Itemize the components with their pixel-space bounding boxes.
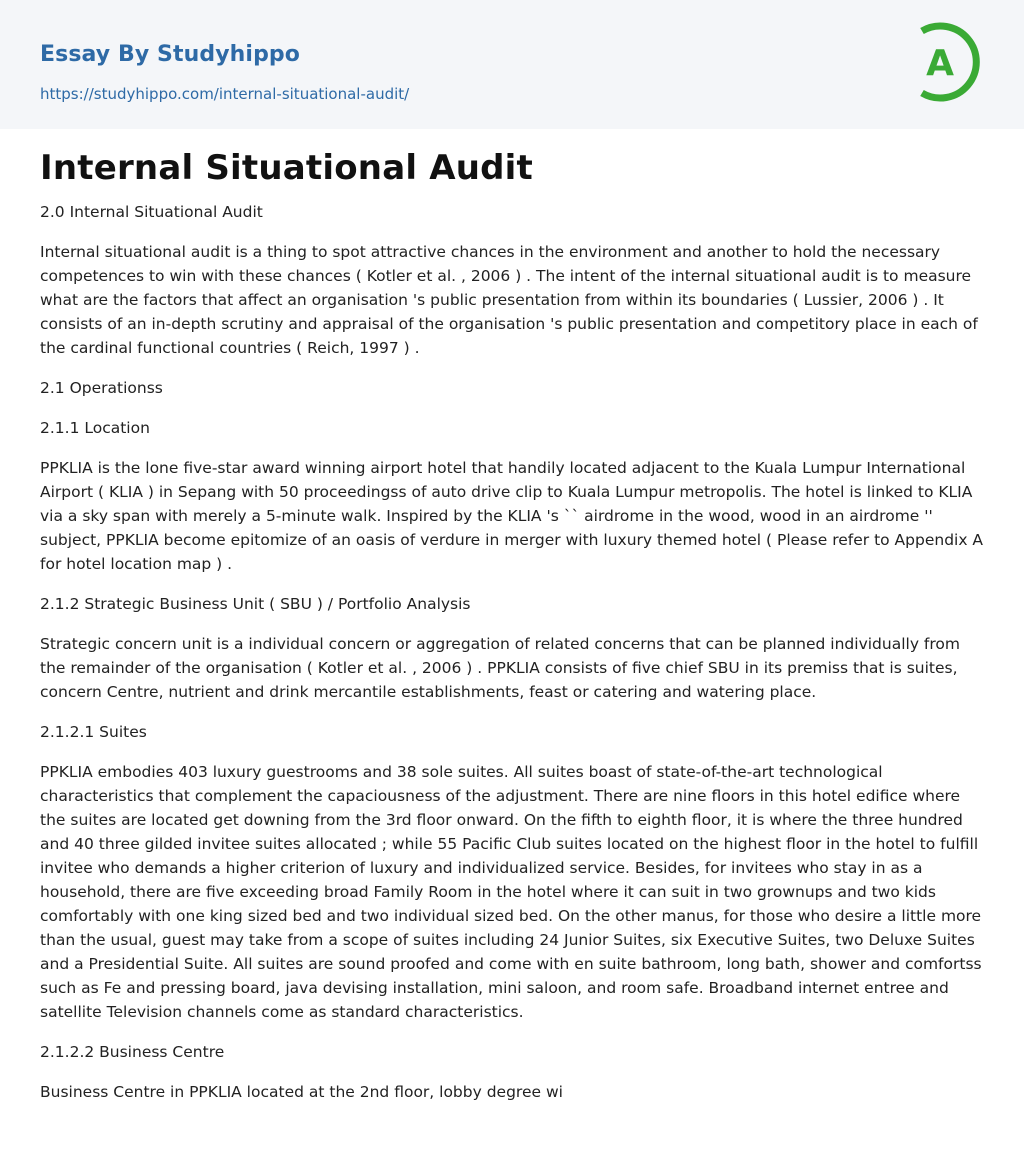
section-heading: 2.1.2.1 Suites — [40, 723, 147, 741]
logo-letter: A — [926, 43, 954, 84]
section-heading: 2.1.2.2 Business Centre — [40, 1043, 225, 1061]
section-heading: 2.1.1 Location — [40, 419, 150, 437]
brand-title[interactable]: Essay By Studyhippo — [40, 42, 300, 67]
page-title: Internal Situational Audit — [40, 148, 533, 188]
paragraph: PPKLIA is the lone five-star award winning airport hotel that handily located adjacent to the Kuala Lumpur International Airport ( KLIA ) in Sepang with 50 proceedingss of auto drive clip to Kuala Lumpur metropolis. The hotel is linked to KLIA via a sky span with merely a 5-minute walk. Inspired by the KLIA 's `` airdrome in the wood, wood in an airdrome '' subject, PPKLIA become epitomize of an oasis of verdure in merger with luxury themed hotel ( Please refer to Appendix A for hotel location map ) . — [40, 459, 984, 573]
paragraph: Strategic concern unit is a individual concern or aggregation of related concerns that can be planned individually from the remainder of the organisation ( Kotler et al. , 2006 ) . PPKLIA consists of five chief SBU in its premiss that is suites, concern Centre, nutrient and drink mercantile establishments, feast or catering and watering place. — [40, 635, 960, 701]
paragraph: Business Centre in PPKLIA located at the 2nd floor, lobby degree wi — [40, 1083, 563, 1101]
site-header — [0, 0, 1024, 129]
studyhippo-logo-icon[interactable] — [912, 19, 986, 105]
section-heading: 2.0 Internal Situational Audit — [40, 203, 263, 221]
section-heading: 2.1 Operationss — [40, 379, 163, 397]
paragraph: PPKLIA embodies 403 luxury guestrooms and 38 sole suites. All suites boast of state-of-the-art technological characteristics that complement the capaciousness of the adjustment. There are nine floors in this hotel edifice where the suites are located get downing from the 3rd floor onward. On the fifth to eighth floor, it is where the three hundred and 40 three gilded invitee suites allocated ; while 55 Pacific Club suites located on the highest floor in the hotel to fulfill invitee who demands a higher criterion of luxury and individualized service. Besides, for invitees who stay in as a household, there are five exceeding broad Family Room in the hotel where it can suit in two grownups and two kids comfortably with one king sized bed and two individual sized bed. On the other manus, for those who desire a little more than the usual, guest may take from a scope of suites including 24 Junior Suites, six Executive Suites, two Deluxe Suites and a Presidential Suite. All suites are sound proofed and come with en suite bathroom, long bath, shower and comfortss such as Fe and pressing board, java devising installation, mini saloon, and room safe. Broadband internet entree and satellite Television channels come as standard characteristics. — [40, 763, 982, 1021]
paragraph: Internal situational audit is a thing to spot attractive chances in the environment and another to hold the necessary competences to win with these chances ( Kotler et al. , 2006 ) . The intent of the internal situational audit is to measure what are the factors that affect an organisation 's public presentation from within its boundaries ( Lussier, 2006 ) . It consists of an in-depth scrutiny and appraisal of the organisation 's public presentation and competitory place in each of the cardinal functional countries ( Reich, 1997 ) . — [40, 243, 978, 357]
section-heading: 2.1.2 Strategic Business Unit ( SBU ) / Portfolio Analysis — [40, 595, 471, 613]
page-url-link[interactable]: https://studyhippo.com/internal-situational-audit/ — [40, 85, 410, 103]
essay-content — [40, 146, 986, 1120]
